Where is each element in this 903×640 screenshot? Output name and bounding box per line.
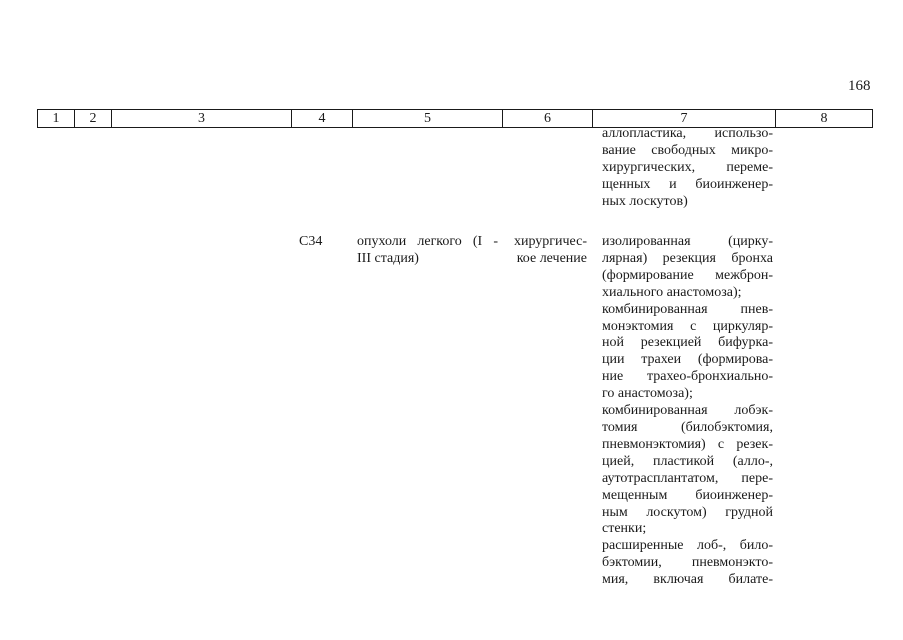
method-continuation-line: щенных и биоинженер- xyxy=(602,176,773,192)
method-line: мия, включая билате- xyxy=(602,572,773,588)
method-line: томия (билобэктомия, xyxy=(602,419,773,435)
column-number-row xyxy=(38,110,873,128)
diagnosis-line: III стадия) xyxy=(357,250,419,266)
method-continuation-line: хирургических, переме- xyxy=(602,159,773,175)
method-line: аутотрасплантатом, пере- xyxy=(602,470,773,486)
method-line: монэктомия с циркуляр- xyxy=(602,318,773,334)
column-number-1: 1 xyxy=(38,110,75,128)
icd-code-cell: C34 xyxy=(299,234,323,249)
method-continuation-line: аллопластика, использо- xyxy=(602,126,773,141)
treatment-line: хирургичес- xyxy=(513,234,587,249)
column-number-2: 2 xyxy=(75,110,112,128)
method-line: пневмонэктомия) с резек- xyxy=(602,436,773,452)
column-number-7: 7 xyxy=(593,110,776,128)
method-line: комбинированная лобэк- xyxy=(602,403,773,419)
diagnosis-line: опухоли легкого (I - xyxy=(357,234,498,249)
method-line: цией, пластикой (алло-, xyxy=(602,453,773,469)
method-line: расширенные лоб-, било- xyxy=(602,538,773,554)
treatment-type-cell xyxy=(510,234,587,268)
method-line: лярная) резекция бронха xyxy=(602,250,773,266)
method-line: изолированная (цирку- xyxy=(602,234,773,249)
method-line: стенки; xyxy=(602,521,647,537)
column-number-3: 3 xyxy=(112,110,292,128)
treatment-line: кое лечение xyxy=(516,250,587,266)
method-line: (формирование межброн- xyxy=(602,267,773,283)
column-number-6: 6 xyxy=(503,110,593,128)
method-line: комбинированная пнев- xyxy=(602,301,773,317)
method-line: бэктомии, пневмонэкто- xyxy=(602,555,773,571)
method-continuation-line: вание свободных микро- xyxy=(602,142,773,158)
method-line: го анастомоза); xyxy=(602,386,693,402)
method-line: ции трахеи (формирова- xyxy=(602,352,773,368)
method-line: мещенным биоинженер- xyxy=(602,487,773,503)
column-number-4: 4 xyxy=(292,110,353,128)
method-line: ным лоскутом) грудной xyxy=(602,504,773,520)
method-continuation-cell xyxy=(602,126,773,211)
method-line: ной резекцией бифурка- xyxy=(602,335,773,351)
column-number-5: 5 xyxy=(353,110,503,128)
column-number-8: 8 xyxy=(776,110,873,128)
page-number: 168 xyxy=(848,78,871,94)
method-line: хиального анастомоза); xyxy=(602,284,742,300)
method-line: ние трахео-бронхиально- xyxy=(602,369,773,385)
diagnosis-cell xyxy=(357,234,498,268)
method-continuation-line: ных лоскутов) xyxy=(602,193,688,209)
treatment-method-cell xyxy=(602,234,773,589)
